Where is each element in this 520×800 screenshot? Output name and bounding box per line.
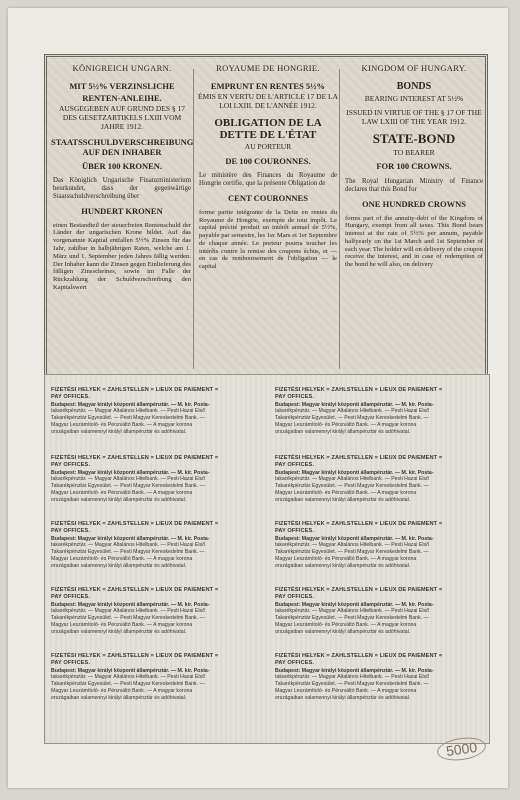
coupon-line: Takarékpénztár Egyesület. — Pesti Magyar Kereskedelmi Bank. — bbox=[51, 681, 205, 688]
country-heading: KÖNIGREICH UNGARN. bbox=[72, 63, 172, 73]
loan-title: BONDS bbox=[396, 81, 432, 93]
handwritten-price-mark: 5000 bbox=[436, 735, 488, 764]
coupon bbox=[275, 521, 445, 569]
coupon-line: takarékpénztár. — Magyar Általános Hitelbank. — Pesti Hazai Első bbox=[275, 674, 429, 681]
coupon-line: Magyar Leszámítoló- és Pénzváltó Bank. — A magyar korona bbox=[275, 421, 417, 428]
coupon-line: országaiban valamennyi királyi állampénztár és adóhivatal. bbox=[275, 694, 411, 701]
german-column bbox=[51, 63, 193, 292]
coupon-line: Budapest: Magyar királyi központi állampénztár. — M. kir. Posta- bbox=[275, 601, 434, 608]
coupon-line: Budapest: Magyar királyi központi állampénztár. — M. kir. Posta- bbox=[275, 401, 434, 408]
coupon-line: országaiban valamennyi királyi állampénztár és adóhivatal. bbox=[51, 496, 187, 503]
issued-note: ISSUED IN VIRTUE OF THE § 17 OF THE LAW LXIII OF THE YEAR 1912. bbox=[346, 107, 482, 126]
bond-title: STAATSSCHULDVERSCHREIBUNG AUF DEN INHABER bbox=[51, 136, 194, 157]
coupon-line: Magyar Leszámítoló- és Pénzváltó Bank. — A magyar korona bbox=[51, 421, 193, 428]
bearer-note: AU PORTEUR bbox=[244, 141, 292, 151]
coupon-sheet bbox=[44, 374, 490, 744]
coupon bbox=[275, 653, 445, 701]
bond-certificate bbox=[8, 8, 508, 788]
coupon bbox=[51, 587, 221, 635]
coupon-line: Budapest: Magyar királyi központi állampénztár. — M. kir. Posta- bbox=[275, 469, 434, 476]
coupon-header: FIZETÉSI HELYEK = ZAHLSTELLEN = LIEUX DE PAIEMENT = PAY OFFICES. bbox=[51, 587, 219, 601]
coupon-line: takarékpénztár. — Magyar Általános Hitelbank. — Pesti Hazai Első bbox=[51, 408, 205, 415]
coupon-header: FIZETÉSI HELYEK = ZAHLSTELLEN = LIEUX DE PAIEMENT = PAY OFFICES. bbox=[51, 653, 219, 667]
bearer-note: TO BEARER bbox=[393, 147, 435, 157]
coupon bbox=[51, 387, 221, 435]
bond-paragraph-2: forme partie intégrante de la Dette en rentes du Royaume de Hongrie, exempte de tout impôt. Le capital précité produit un intérêt annuel de 5½%, payable par semestre, les 1er Mars et 1er Septembre de chaque année. Le porteur pourra toucher les intérêts contre la remise des coupons échus, et — en cas de remboursement de l'obligation — le capital bbox=[199, 208, 337, 271]
amount-words: CENT COURONNES bbox=[228, 192, 308, 203]
coupon bbox=[51, 455, 221, 503]
french-column bbox=[197, 63, 339, 271]
coupon-line: takarékpénztár. — Magyar Általános Hitelbank. — Pesti Hazai Első bbox=[51, 476, 205, 483]
bond-paragraph: Le ministère des Finances du Royaume de Hongrie certifie, que la présente Obligation de bbox=[199, 171, 337, 187]
coupon-line: országaiban valamennyi királyi állampénztár és adóhivatal. bbox=[275, 562, 411, 569]
coupon-line: Budapest: Magyar királyi központi állampénztár. — M. kir. Posta- bbox=[51, 601, 210, 608]
coupon-line: takarékpénztár. — Magyar Általános Hitelbank. — Pesti Hazai Első bbox=[51, 608, 205, 615]
coupon-line: Magyar Leszámítoló- és Pénzváltó Bank. — A magyar korona bbox=[275, 621, 417, 628]
bond-amount: ÜBER 100 KRONEN. bbox=[81, 160, 163, 171]
coupon-header: FIZETÉSI HELYEK = ZAHLSTELLEN = LIEUX DE PAIEMENT = PAY OFFICES. bbox=[275, 653, 443, 667]
loan-title: MIT 5½% VERZINSLICHE bbox=[69, 81, 175, 92]
bond-amount: DE 100 COURONNES. bbox=[225, 155, 311, 166]
coupon-line: országaiban valamennyi királyi állampénztár és adóhivatal. bbox=[275, 496, 411, 503]
coupon-line: Magyar Leszámítoló- és Pénzváltó Bank. — A magyar korona bbox=[51, 621, 193, 628]
coupon bbox=[275, 455, 445, 503]
column-divider bbox=[193, 69, 194, 369]
bond-text-panel bbox=[44, 54, 488, 384]
coupon-header: FIZETÉSI HELYEK = ZAHLSTELLEN = LIEUX DE PAIEMENT = PAY OFFICES. bbox=[275, 521, 443, 535]
coupon-line: Magyar Leszámítoló- és Pénzváltó Bank. — A magyar korona bbox=[51, 555, 193, 562]
issued-note: AUSGEGEBEN AUF GRUND DES § 17 DES GESETZARTIKELS LXIII VOM JAHRE 1912. bbox=[58, 104, 186, 131]
country-heading: ROYAUME DE HONGRIE. bbox=[216, 63, 320, 73]
coupon-line: Magyar Leszámítoló- és Pénzváltó Bank. — A magyar korona bbox=[275, 555, 417, 562]
coupon-header: FIZETÉSI HELYEK = ZAHLSTELLEN = LIEUX DE PAIEMENT = PAY OFFICES. bbox=[51, 455, 219, 469]
bond-paragraph-2: einen Bestandteil der steuerfreien Rentenschuld der Länder der ungarischen Krone bildet. Auf das vorgenannte Kapital entfallen 5½% Zinsen für das Jahr, zahlbar in halbjährigen Raten, welche am 1. März und 1. September jeden Jahres fällig werden. Der Inhaber kann die Zinsen gegen Einlieferung des fälligen Zinsscheines, sowie im Falle der Rückzahlung der Schuldverschreibung den Kapitalswert bbox=[53, 221, 191, 291]
coupon-line: takarékpénztár. — Magyar Általános Hitelbank. — Pesti Hazai Első bbox=[51, 542, 205, 549]
coupon bbox=[51, 653, 221, 701]
coupon-line: takarékpénztár. — Magyar Általános Hitelbank. — Pesti Hazai Első bbox=[275, 408, 429, 415]
amount-words: ONE HUNDRED CROWNS bbox=[362, 198, 466, 209]
coupon-line: Takarékpénztár Egyesület. — Pesti Magyar Kereskedelmi Bank. — bbox=[275, 549, 429, 556]
issued-note: ÉMIS EN VERTU DE L'ARTICLE 17 DE LA LOI LXIII. DE L'ANNÉE 1912. bbox=[197, 92, 339, 110]
coupon-line: Magyar Leszámítoló- és Pénzváltó Bank. — A magyar korona bbox=[275, 489, 417, 496]
loan-subtitle: BEARING INTEREST AT 5½% bbox=[364, 93, 464, 103]
coupon-header: FIZETÉSI HELYEK = ZAHLSTELLEN = LIEUX DE PAIEMENT = PAY OFFICES. bbox=[51, 521, 219, 535]
coupon-line: Magyar Leszámítoló- és Pénzváltó Bank. — A magyar korona bbox=[51, 687, 193, 694]
coupon-line: Takarékpénztár Egyesület. — Pesti Magyar Kereskedelmi Bank. — bbox=[51, 615, 205, 622]
coupon-line: országaiban valamennyi királyi állampénztár és adóhivatal. bbox=[51, 562, 187, 569]
coupon bbox=[51, 521, 221, 569]
coupon-line: Budapest: Magyar királyi központi állampénztár. — M. kir. Posta- bbox=[51, 535, 210, 542]
coupon-line: Budapest: Magyar királyi központi állampénztár. — M. kir. Posta- bbox=[275, 535, 434, 542]
coupon-line: Budapest: Magyar királyi központi állampénztár. — M. kir. Posta- bbox=[51, 401, 210, 408]
loan-subtitle: RENTEN-ANLEIHE. bbox=[82, 93, 162, 104]
coupon-line: országaiban valamennyi királyi állampénztár és adóhivatal. bbox=[275, 428, 411, 435]
amount-words: HUNDERT KRONEN bbox=[81, 205, 163, 216]
coupon-line: Budapest: Magyar királyi központi állampénztár. — M. kir. Posta- bbox=[275, 667, 434, 674]
column-divider bbox=[339, 69, 340, 369]
bond-paragraph: The Royal Hungarian Ministry of Finance declares that this Bond for bbox=[345, 177, 483, 193]
coupon-line: takarékpénztár. — Magyar Általános Hitelbank. — Pesti Hazai Első bbox=[275, 476, 429, 483]
coupon-line: takarékpénztár. — Magyar Általános Hitelbank. — Pesti Hazai Első bbox=[51, 674, 205, 681]
bond-amount: FOR 100 CROWNS. bbox=[376, 161, 452, 172]
coupon-line: Takarékpénztár Egyesület. — Pesti Magyar Kereskedelmi Bank. — bbox=[275, 415, 429, 422]
coupon bbox=[275, 587, 445, 635]
coupon bbox=[275, 387, 445, 435]
coupon-header: FIZETÉSI HELYEK = ZAHLSTELLEN = LIEUX DE PAIEMENT = PAY OFFICES. bbox=[275, 587, 443, 601]
coupon-line: Budapest: Magyar királyi központi állampénztár. — M. kir. Posta- bbox=[51, 469, 210, 476]
english-column bbox=[343, 63, 485, 269]
coupon-line: országaiban valamennyi királyi állampénztár és adóhivatal. bbox=[275, 628, 411, 635]
coupon-line: Magyar Leszámítoló- és Pénzváltó Bank. — A magyar korona bbox=[51, 489, 193, 496]
coupon-line: Budapest: Magyar királyi központi állampénztár. — M. kir. Posta- bbox=[51, 667, 210, 674]
coupon-line: Takarékpénztár Egyesület. — Pesti Magyar Kereskedelmi Bank. — bbox=[51, 415, 205, 422]
coupon-header: FIZETÉSI HELYEK = ZAHLSTELLEN = LIEUX DE PAIEMENT = PAY OFFICES. bbox=[275, 455, 443, 469]
coupon-line: Takarékpénztár Egyesület. — Pesti Magyar Kereskedelmi Bank. — bbox=[51, 483, 205, 490]
bond-paragraph: Das Königlich Ungarische Finanzministerium beurkundet, dass der gegenwärtige Staatsschuldverschreibung über bbox=[53, 176, 191, 200]
coupon-line: országaiban valamennyi királyi állampénztár és adóhivatal. bbox=[51, 628, 187, 635]
bond-paragraph-2: forms part of the annuity-debt of the Kingdom of Hungary, exempt from all taxes. This Bond bears interest at the rate of 5½% per annum, payable halfyearly on the 1st March and 1st September of each year. The holder will on delivery of the coupon receive the interest, and in case of redemption of the bond he will also, on delivery bbox=[345, 214, 483, 269]
coupon-line: Magyar Leszámítoló- és Pénzváltó Bank. — A magyar korona bbox=[275, 687, 417, 694]
coupon-line: Takarékpénztár Egyesület. — Pesti Magyar Kereskedelmi Bank. — bbox=[51, 549, 205, 556]
coupon-header: FIZETÉSI HELYEK = ZAHLSTELLEN = LIEUX DE PAIEMENT = PAY OFFICES. bbox=[51, 387, 219, 401]
coupon-line: Takarékpénztár Egyesület. — Pesti Magyar Kereskedelmi Bank. — bbox=[275, 681, 429, 688]
coupon-header: FIZETÉSI HELYEK = ZAHLSTELLEN = LIEUX DE PAIEMENT = PAY OFFICES. bbox=[275, 387, 443, 401]
coupon-line: Takarékpénztár Egyesület. — Pesti Magyar Kereskedelmi Bank. — bbox=[275, 483, 429, 490]
coupon-line: takarékpénztár. — Magyar Általános Hitelbank. — Pesti Hazai Első bbox=[275, 608, 429, 615]
coupon-line: takarékpénztár. — Magyar Általános Hitelbank. — Pesti Hazai Első bbox=[275, 542, 429, 549]
bond-title: OBLIGATION DE LA DETTE DE L'ÉTAT bbox=[214, 116, 322, 141]
country-heading: KINGDOM OF HUNGARY. bbox=[361, 63, 467, 73]
loan-title: EMPRUNT EN RENTES 5½% bbox=[210, 81, 326, 92]
bond-title: STATE-BOND bbox=[372, 131, 456, 147]
coupon-line: országaiban valamennyi királyi állampénztár és adóhivatal. bbox=[51, 694, 187, 701]
coupon-line: Takarékpénztár Egyesület. — Pesti Magyar Kereskedelmi Bank. — bbox=[275, 615, 429, 622]
coupon-line: országaiban valamennyi királyi állampénztár és adóhivatal. bbox=[51, 428, 187, 435]
